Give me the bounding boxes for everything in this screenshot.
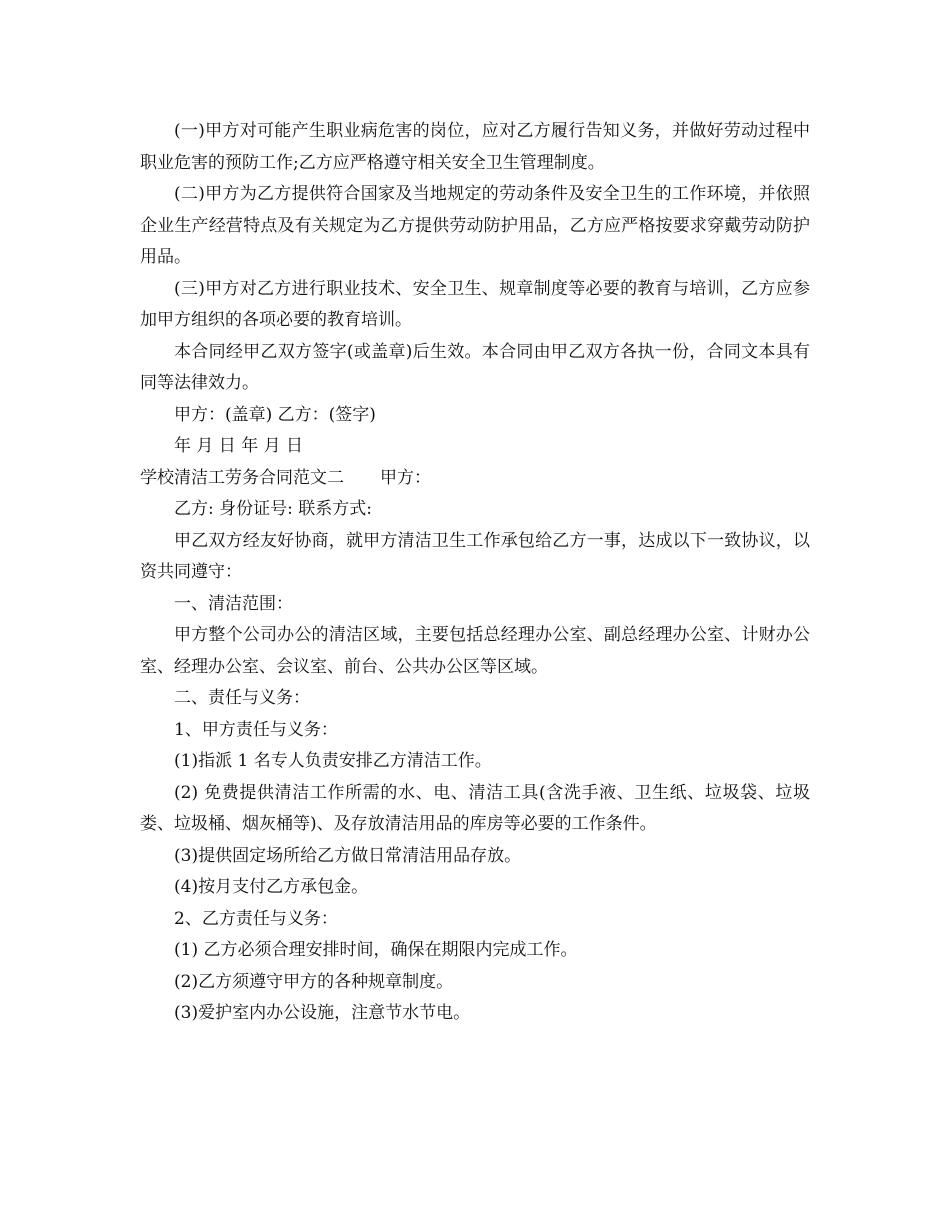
list-item-a3: (3)提供固定场所给乙方做日常清洁用品存放。 bbox=[174, 845, 522, 866]
signature-line: 甲方：(盖章) 乙方：(签字) bbox=[174, 404, 376, 425]
paragraph-agreement: 甲乙双方经友好协商，就甲方清洁卫生工作承包给乙方一事，达成以下一致协议，以资共同遵守： bbox=[140, 530, 810, 582]
contract-title-line bbox=[140, 463, 810, 495]
paragraph-labor-conditions: (二)甲方为乙方提供符合国家及当地规定的劳动条件及安全卫生的工作环境，并依照企业生产经营特点及有关规定为乙方提供劳动防护用品，乙方应严格按要求穿戴劳动防护用品。 bbox=[140, 184, 810, 267]
list-item-b3: (3)爱护室内办公设施，注意节水节电。 bbox=[174, 1003, 471, 1023]
section-cleaning-scope: 一、清洁范围： bbox=[174, 593, 293, 614]
paragraph-effectiveness: 本合同经甲乙双方签字(或盖章)后生效。本合同由甲乙双方各执一份，合同文本具有同等法律效力。 bbox=[140, 341, 810, 393]
list-item-a4: (4)按月支付乙方承包金。 bbox=[174, 877, 369, 897]
subsection-party-b: 2、乙方责任与义务： bbox=[174, 908, 338, 929]
paragraph-cleaning-area: 甲方整个公司办公的清洁区域，主要包括总经理办公室、副总经理办公室、计财办公室、经理办公室、会议室、前台、公共办公区等区域。 bbox=[140, 625, 810, 677]
list-item-b2: (2)乙方须遵守甲方的各种规章制度。 bbox=[174, 971, 454, 992]
paragraph-occupational-hazard: (一)甲方对可能产生职业病危害的岗位，应对乙方履行告知义务，并做好劳动过程中职业危害的预防工作;乙方应严格遵守相关安全卫生管理制度。 bbox=[140, 121, 810, 173]
party-b-info: 乙方: 身份证号: 联系方式: bbox=[174, 499, 372, 519]
date-line: 年 月 日 年 月 日 bbox=[174, 436, 304, 456]
party-a-label: 甲方： bbox=[380, 467, 431, 488]
paragraph-training: (三)甲方对乙方进行职业技术、安全卫生、规章制度等必要的教育与培训，乙方应参加甲方组织的各项必要的教育培训。 bbox=[140, 278, 810, 330]
list-item-a2: (2) 免费提供清洁工作所需的水、电、清洁工具(含洗手液、卫生纸、垃圾袋、垃圾娄、垃圾桶、烟灰桶等)、及存放清洁用品的库房等必要的工作条件。 bbox=[140, 782, 810, 834]
list-item-b1: (1) 乙方必须合理安排时间，确保在期限内完成工作。 bbox=[174, 940, 578, 960]
list-item-a1: (1)指派 1 名专人负责安排乙方清洁工作。 bbox=[174, 751, 492, 771]
document-body bbox=[140, 116, 810, 1030]
contract-title: 学校清洁工劳务合同范文二 bbox=[140, 467, 344, 488]
subsection-party-a: 1、甲方责任与义务： bbox=[174, 719, 338, 740]
section-responsibilities: 二、责任与义务： bbox=[174, 688, 310, 708]
